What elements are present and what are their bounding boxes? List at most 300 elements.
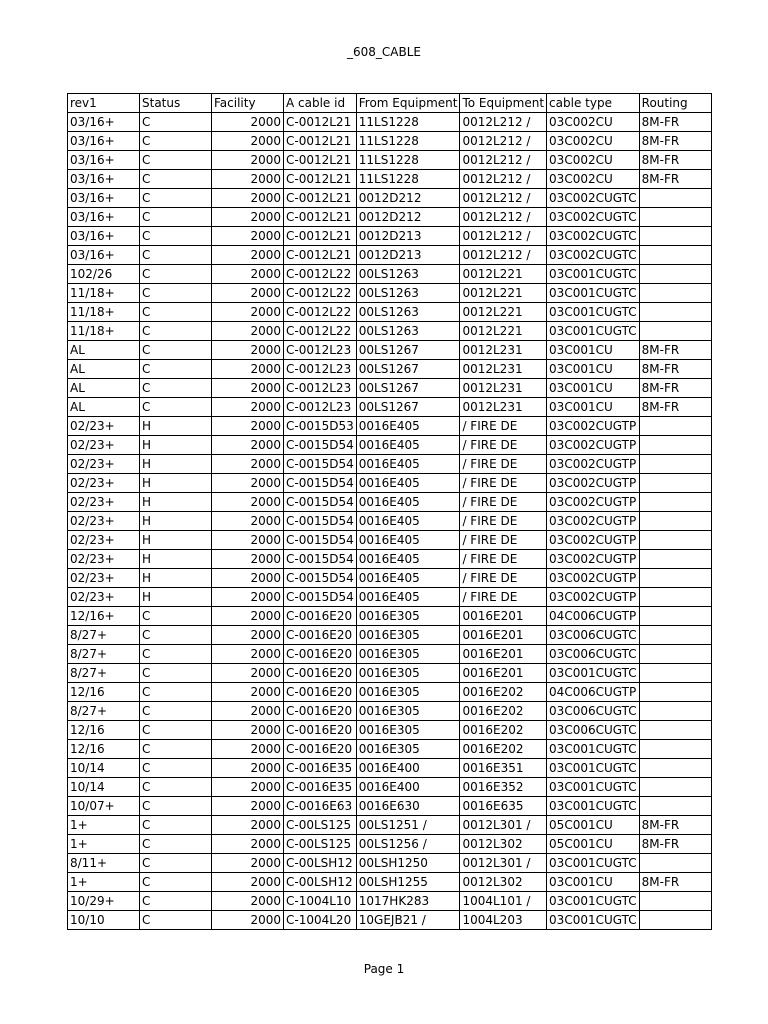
cable-type-cell: 03C002CU [547,132,640,151]
routing-cell: 8M-FR [639,398,711,417]
cable-type-cell: 03C002CUGTP [547,417,640,436]
routing-cell [639,265,711,284]
routing-cell [639,740,711,759]
routing-cell [639,208,711,227]
table-row [68,113,712,132]
cable-type-cell: 05C001CU [547,835,640,854]
table-row [68,797,712,816]
routing-cell [639,626,711,645]
facility-cell: 2000 [212,721,284,740]
cable-type-cell: 03C002CUGTC [547,246,640,265]
facility-cell: 2000 [212,474,284,493]
facility-cell: 2000 [212,284,284,303]
rev-cell: 02/23+ [68,436,140,455]
status-cell: C [140,816,212,835]
status-cell: C [140,360,212,379]
rev-cell: 10/29+ [68,892,140,911]
rev-cell: 8/27+ [68,702,140,721]
to-equipment-cell: 0012L221 [460,284,547,303]
rev-cell: 02/23+ [68,569,140,588]
from-equipment-cell: 0016E405 [356,550,460,569]
cable-id-cell: C-0016E35 [284,778,357,797]
cable-type-cell: 03C002CUGTP [547,436,640,455]
cable-id-cell: C-0015D54 [284,455,357,474]
to-equipment-cell: 0012L301 / [460,854,547,873]
cable-type-cell: 03C001CUGTC [547,854,640,873]
from-equipment-cell: 0016E405 [356,512,460,531]
cable-id-cell: C-0016E20 [284,702,357,721]
from-equipment-cell: 0016E405 [356,455,460,474]
rev-cell: AL [68,398,140,417]
cable-type-cell: 03C002CUGTP [547,474,640,493]
to-equipment-cell: 0012L231 [460,398,547,417]
routing-cell [639,246,711,265]
facility-cell: 2000 [212,892,284,911]
from-equipment-cell: 11LS1228 [356,151,460,170]
from-equipment-cell: 0012D212 [356,208,460,227]
to-equipment-cell: / FIRE DE [460,588,547,607]
routing-cell [639,474,711,493]
rev-cell: 1+ [68,835,140,854]
table-row [68,607,712,626]
cable-id-cell: C-0012L23 [284,360,357,379]
facility-cell: 2000 [212,873,284,892]
table-row [68,227,712,246]
status-cell: C [140,170,212,189]
from-equipment-cell: 00LSH1250 [356,854,460,873]
table-row [68,569,712,588]
from-equipment-cell: 00LSH1255 [356,873,460,892]
routing-cell [639,702,711,721]
to-equipment-cell: / FIRE DE [460,436,547,455]
facility-cell: 2000 [212,379,284,398]
to-equipment-cell: 0012L231 [460,360,547,379]
column-header: A cable id [284,94,357,113]
from-equipment-cell: 0012D212 [356,189,460,208]
cable-id-cell: C-1004L20 [284,911,357,930]
status-cell: C [140,873,212,892]
routing-cell [639,911,711,930]
status-cell: C [140,189,212,208]
routing-cell [639,417,711,436]
facility-cell: 2000 [212,493,284,512]
table-row [68,284,712,303]
to-equipment-cell: / FIRE DE [460,493,547,512]
cable-id-cell: C-0015D54 [284,550,357,569]
to-equipment-cell: 0012L212 / [460,246,547,265]
from-equipment-cell: 00LS1267 [356,360,460,379]
rev-cell: 03/16+ [68,113,140,132]
from-equipment-cell: 11LS1228 [356,113,460,132]
rev-cell: 02/23+ [68,531,140,550]
routing-cell [639,797,711,816]
status-cell: H [140,474,212,493]
routing-cell: 8M-FR [639,113,711,132]
status-cell: C [140,113,212,132]
table-row [68,873,712,892]
facility-cell: 2000 [212,645,284,664]
from-equipment-cell: 0016E305 [356,664,460,683]
routing-cell [639,512,711,531]
cable-id-cell: C-0015D54 [284,512,357,531]
routing-cell: 8M-FR [639,151,711,170]
column-header: Status [140,94,212,113]
from-equipment-cell: 00LS1263 [356,284,460,303]
cable-type-cell: 03C001CU [547,341,640,360]
cable-type-cell: 03C001CU [547,379,640,398]
to-equipment-cell: 0016E201 [460,664,547,683]
rev-cell: 02/23+ [68,512,140,531]
cable-id-cell: C-0012L21 [284,227,357,246]
from-equipment-cell: 0016E405 [356,569,460,588]
cable-type-cell: 03C001CUGTC [547,265,640,284]
to-equipment-cell: 0016E201 [460,607,547,626]
to-equipment-cell: 0016E351 [460,759,547,778]
status-cell: C [140,398,212,417]
facility-cell: 2000 [212,797,284,816]
cable-id-cell: C-00LS125 [284,835,357,854]
cable-id-cell: C-00LSH12 [284,873,357,892]
from-equipment-cell: 00LS1256 / [356,835,460,854]
table-row [68,322,712,341]
rev-cell: 02/23+ [68,588,140,607]
table-row [68,740,712,759]
facility-cell: 2000 [212,626,284,645]
facility-cell: 2000 [212,816,284,835]
status-cell: C [140,759,212,778]
cable-type-cell: 03C001CUGTC [547,322,640,341]
routing-cell [639,854,711,873]
status-cell: C [140,778,212,797]
status-cell: C [140,683,212,702]
table-row [68,151,712,170]
cable-id-cell: C-0012L21 [284,170,357,189]
from-equipment-cell: 0012D213 [356,227,460,246]
cable-type-cell: 03C001CU [547,398,640,417]
status-cell: C [140,645,212,664]
rev-cell: 03/16+ [68,227,140,246]
to-equipment-cell: 0012L212 / [460,208,547,227]
rev-cell: 11/18+ [68,284,140,303]
cable-id-cell: C-0012L22 [284,303,357,322]
routing-cell [639,227,711,246]
cable-id-cell: C-00LSH12 [284,854,357,873]
routing-cell [639,322,711,341]
rev-cell: 8/11+ [68,854,140,873]
cable-id-cell: C-0012L22 [284,284,357,303]
rev-cell: 02/23+ [68,474,140,493]
facility-cell: 2000 [212,778,284,797]
cable-type-cell: 03C001CUGTC [547,303,640,322]
to-equipment-cell: 0012L301 / [460,816,547,835]
facility-cell: 2000 [212,664,284,683]
table-row [68,892,712,911]
facility-cell: 2000 [212,588,284,607]
routing-cell [639,759,711,778]
rev-cell: 10/07+ [68,797,140,816]
rev-cell: AL [68,360,140,379]
status-cell: C [140,341,212,360]
cable-id-cell: C-0015D54 [284,588,357,607]
cable-type-cell: 03C002CUGTP [547,550,640,569]
cable-type-cell: 03C002CU [547,113,640,132]
from-equipment-cell: 00LS1263 [356,322,460,341]
cable-id-cell: C-0016E20 [284,664,357,683]
from-equipment-cell: 0016E400 [356,778,460,797]
status-cell: C [140,379,212,398]
facility-cell: 2000 [212,607,284,626]
rev-cell: 8/27+ [68,626,140,645]
status-cell: C [140,151,212,170]
cable-id-cell: C-0012L21 [284,132,357,151]
facility-cell: 2000 [212,398,284,417]
cable-id-cell: C-0012L21 [284,208,357,227]
from-equipment-cell: 0016E305 [356,721,460,740]
from-equipment-cell: 0016E305 [356,740,460,759]
rev-cell: 10/14 [68,778,140,797]
table-row [68,379,712,398]
facility-cell: 2000 [212,189,284,208]
routing-cell: 8M-FR [639,170,711,189]
table-row [68,626,712,645]
from-equipment-cell: 0016E405 [356,474,460,493]
rev-cell: 03/16+ [68,132,140,151]
routing-cell: 8M-FR [639,360,711,379]
facility-cell: 2000 [212,170,284,189]
table-row [68,588,712,607]
cable-id-cell: C-0016E63 [284,797,357,816]
status-cell: C [140,284,212,303]
table-row [68,170,712,189]
from-equipment-cell: 0016E305 [356,607,460,626]
rev-cell: 11/18+ [68,303,140,322]
table-row [68,246,712,265]
status-cell: C [140,265,212,284]
facility-cell: 2000 [212,740,284,759]
cable-type-cell: 03C002CUGTP [547,512,640,531]
from-equipment-cell: 00LS1263 [356,265,460,284]
table-row [68,854,712,873]
rev-cell: AL [68,341,140,360]
facility-cell: 2000 [212,683,284,702]
table-row [68,512,712,531]
to-equipment-cell: 0016E635 [460,797,547,816]
cable-type-cell: 03C006CUGTC [547,626,640,645]
table-row [68,683,712,702]
cable-type-cell: 03C001CUGTC [547,740,640,759]
status-cell: H [140,417,212,436]
table-row [68,531,712,550]
cable-id-cell: C-0015D53 [284,417,357,436]
status-cell: C [140,246,212,265]
to-equipment-cell: / FIRE DE [460,512,547,531]
from-equipment-cell: 00LS1251 / [356,816,460,835]
to-equipment-cell: 0012L212 / [460,170,547,189]
facility-cell: 2000 [212,702,284,721]
cable-id-cell: C-0015D54 [284,569,357,588]
cable-id-cell: C-0012L21 [284,189,357,208]
cable-type-cell: 03C001CU [547,360,640,379]
cable-type-cell: 05C001CU [547,816,640,835]
status-cell: C [140,721,212,740]
to-equipment-cell: 0012L221 [460,303,547,322]
status-cell: C [140,227,212,246]
facility-cell: 2000 [212,417,284,436]
status-cell: H [140,531,212,550]
rev-cell: 11/18+ [68,322,140,341]
rev-cell: 12/16+ [68,607,140,626]
from-equipment-cell: 0016E305 [356,645,460,664]
cable-id-cell: C-0012L21 [284,113,357,132]
status-cell: C [140,664,212,683]
rev-cell: 8/27+ [68,645,140,664]
cable-id-cell: C-0012L22 [284,265,357,284]
facility-cell: 2000 [212,341,284,360]
page-number: Page 1 [363,962,405,976]
rev-cell: 02/23+ [68,493,140,512]
table-row [68,265,712,284]
routing-cell [639,721,711,740]
to-equipment-cell: 0012L212 / [460,132,547,151]
facility-cell: 2000 [212,246,284,265]
routing-cell [639,683,711,702]
routing-cell [639,436,711,455]
to-equipment-cell: 0012L231 [460,341,547,360]
status-cell: C [140,322,212,341]
cable-type-cell: 04C006CUGTP [547,607,640,626]
from-equipment-cell: 0016E405 [356,531,460,550]
from-equipment-cell: 0016E405 [356,417,460,436]
routing-cell: 8M-FR [639,341,711,360]
cable-id-cell: C-0012L23 [284,379,357,398]
cable-id-cell: C-0016E20 [284,740,357,759]
to-equipment-cell: / FIRE DE [460,531,547,550]
rev-cell: 03/16+ [68,151,140,170]
table-row [68,493,712,512]
to-equipment-cell: 0016E202 [460,721,547,740]
rev-cell: 12/16 [68,740,140,759]
facility-cell: 2000 [212,759,284,778]
to-equipment-cell: 0016E202 [460,683,547,702]
column-header: Facility [212,94,284,113]
status-cell: H [140,512,212,531]
table-row [68,550,712,569]
rev-cell: 03/16+ [68,208,140,227]
from-equipment-cell: 1017HK283 [356,892,460,911]
cable-type-cell: 03C001CUGTC [547,911,640,930]
to-equipment-cell: / FIRE DE [460,474,547,493]
table-row [68,645,712,664]
to-equipment-cell: 0016E201 [460,626,547,645]
from-equipment-cell: 00LS1267 [356,379,460,398]
table-row [68,835,712,854]
from-equipment-cell: 0016E305 [356,626,460,645]
from-equipment-cell: 00LS1263 [356,303,460,322]
to-equipment-cell: 1004L203 [460,911,547,930]
facility-cell: 2000 [212,303,284,322]
routing-cell: 8M-FR [639,873,711,892]
rev-cell: 12/16 [68,683,140,702]
routing-cell: 8M-FR [639,835,711,854]
to-equipment-cell: 0016E201 [460,645,547,664]
status-cell: C [140,702,212,721]
table-row [68,664,712,683]
cable-type-cell: 03C002CUGTP [547,569,640,588]
status-cell: H [140,455,212,474]
cable-id-cell: C-00LS125 [284,816,357,835]
rev-cell: 02/23+ [68,455,140,474]
cable-table [67,93,712,930]
facility-cell: 2000 [212,322,284,341]
facility-cell: 2000 [212,512,284,531]
from-equipment-cell: 0016E405 [356,493,460,512]
from-equipment-cell: 0016E305 [356,702,460,721]
to-equipment-cell: 0012L221 [460,265,547,284]
cable-type-cell: 03C002CUGTC [547,189,640,208]
rev-cell: 10/10 [68,911,140,930]
table-row [68,911,712,930]
table-row [68,474,712,493]
rev-cell: 8/27+ [68,664,140,683]
cable-id-cell: C-0012L23 [284,398,357,417]
to-equipment-cell: 0016E352 [460,778,547,797]
cable-id-cell: C-0012L21 [284,246,357,265]
cable-id-cell: C-0015D54 [284,531,357,550]
table-row [68,208,712,227]
cable-type-cell: 03C002CUGTC [547,227,640,246]
routing-cell [639,607,711,626]
facility-cell: 2000 [212,911,284,930]
cable-id-cell: C-0016E20 [284,626,357,645]
routing-cell: 8M-FR [639,816,711,835]
column-header: Routing [639,94,711,113]
to-equipment-cell: 0016E202 [460,740,547,759]
status-cell: C [140,911,212,930]
table-row [68,759,712,778]
routing-cell [639,778,711,797]
status-cell: C [140,892,212,911]
routing-cell [639,550,711,569]
table-row [68,702,712,721]
document-title: _608_CABLE [347,45,421,59]
cable-type-cell: 03C001CUGTC [547,797,640,816]
rev-cell: AL [68,379,140,398]
to-equipment-cell: / FIRE DE [460,569,547,588]
cable-type-cell: 03C001CU [547,873,640,892]
status-cell: C [140,132,212,151]
to-equipment-cell: 0012L212 / [460,227,547,246]
table-row [68,398,712,417]
cable-type-cell: 03C001CUGTC [547,284,640,303]
from-equipment-cell: 0016E405 [356,436,460,455]
facility-cell: 2000 [212,208,284,227]
cable-id-cell: C-1004L10 [284,892,357,911]
status-cell: C [140,626,212,645]
cable-type-cell: 03C006CUGTC [547,702,640,721]
table-row [68,132,712,151]
table-row [68,455,712,474]
cable-type-cell: 03C002CUGTP [547,531,640,550]
table-row [68,341,712,360]
cable-type-cell: 03C001CUGTC [547,664,640,683]
rev-cell: 10/14 [68,759,140,778]
cable-id-cell: C-0012L21 [284,151,357,170]
status-cell: C [140,607,212,626]
routing-cell [639,645,711,664]
cable-type-cell: 03C002CU [547,170,640,189]
table-row [68,721,712,740]
table-row [68,778,712,797]
